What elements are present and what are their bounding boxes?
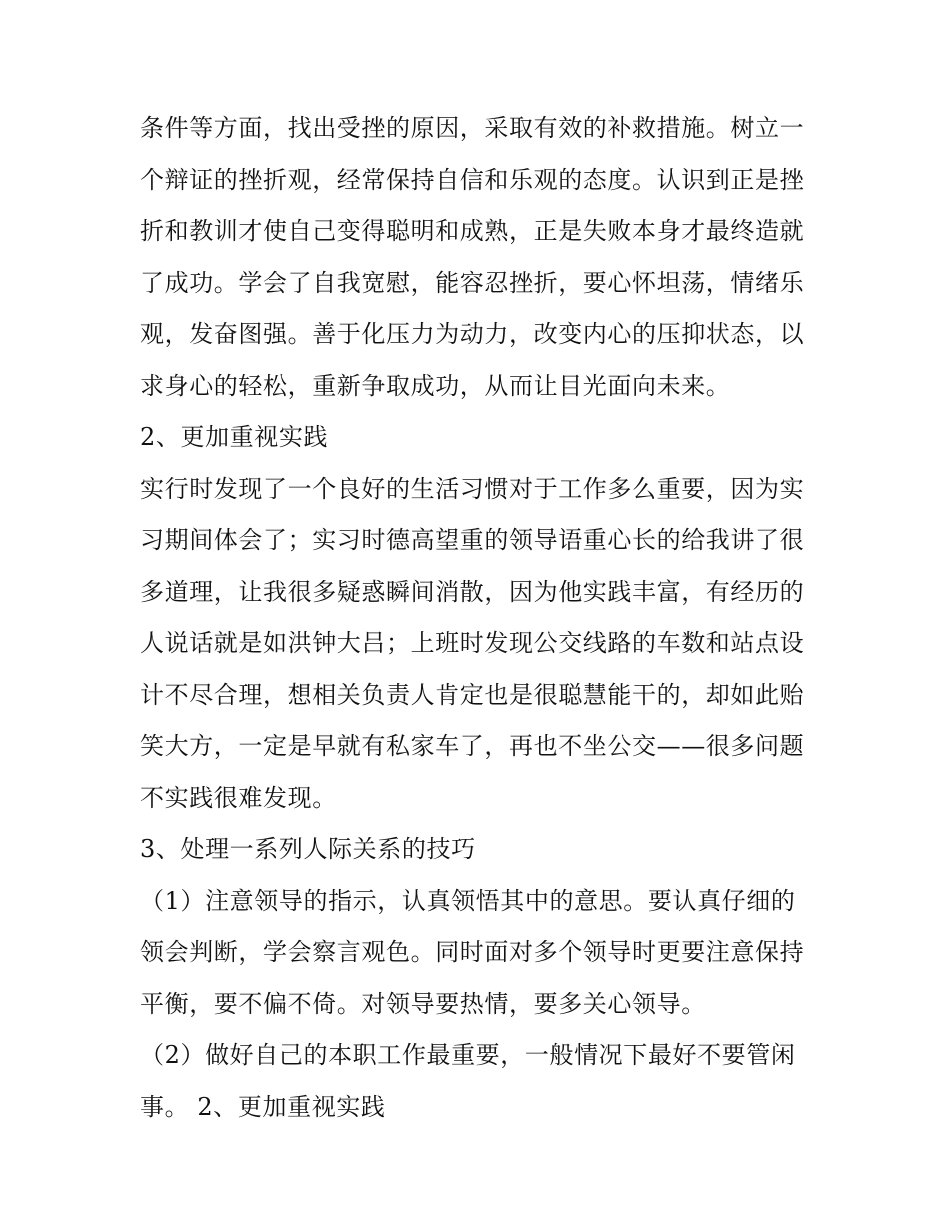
text-line: 事。 2、更加重视实践 (140, 1092, 386, 1121)
text-line: 笑大方，一定是早就有私家车了，再也不坐公交——很多问题 (140, 732, 805, 760)
text-line: 多道理，让我很多疑惑瞬间消散，因为他实践丰富，有经历的 (140, 577, 805, 606)
text-line: 人说话就是如洪钟大吕；上班时发现公交线路的车数和站点设 (140, 629, 805, 657)
text-line: 平衡，要不偏不倚。对领导要热情，要多关心领导。 (140, 989, 706, 1018)
text-line: 实行时发现了一个良好的生活习惯对于工作多么重要，因为实 (140, 474, 805, 503)
text-line: 了成功。学会了自我宽慰，能容忍挫折，要心怀坦荡，情绪乐 (140, 268, 805, 297)
text-line: 领会判断，学会察言观色。同时面对多个领导时更要注意保持 (140, 938, 805, 966)
text-line: 观，发奋图强。善于化压力为动力，改变内心的压抑状态，以 (140, 320, 805, 348)
section-heading: 2、更加重视实践 (140, 423, 329, 451)
text-line: 习期间体会了；实习时德高望重的领导语重心长的给我讲了很 (140, 526, 805, 554)
text-line: （2）做好自己的本职工作最重要，一般情况下最好不要管闲 (140, 1041, 796, 1069)
text-line: 计不尽合理，想相关负责人肯定也是很聪慧能干的，却如此贻 (140, 680, 805, 709)
section-heading: 3、处理一系列人际关系的技巧 (140, 835, 476, 863)
text-line: 个辩证的挫折观，经常保持自信和乐观的态度。认识到正是挫 (140, 165, 805, 194)
document-body (140, 103, 820, 1133)
text-line: （1）注意领导的指示，认真领悟其中的意思。要认真仔细的 (140, 886, 796, 915)
text-line: 不实践很难发现。 (140, 783, 337, 812)
text-line: 折和教训才使自己变得聪明和成熟，正是失败本身才最终造就 (140, 217, 805, 245)
text-line: 条件等方面，找出受挫的原因，采取有效的补救措施。树立一 (140, 114, 805, 142)
text-line: 求身心的轻松，重新争取成功，从而让目光面向未来。 (140, 371, 731, 400)
